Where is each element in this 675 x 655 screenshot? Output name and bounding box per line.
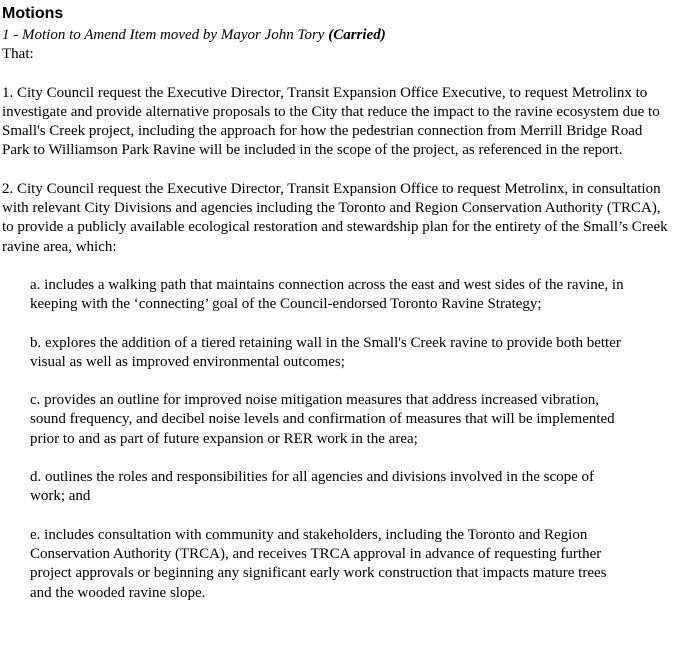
motion-subitem-d: d. outlines the roles and responsibilities for all agencies and divisions involved in the scope of work; and <box>30 469 595 505</box>
motion-intro: That: <box>2 46 34 63</box>
motion-subitem-e: e. includes consultation with community and stakeholders, including the Toronto and Region Conservation Authority (TRCA), and receives TRCA approval in advance of requesting further project approvals or beginning any significant early work construction that impacts mature trees and the wooded ravine slope. <box>30 526 607 601</box>
motion-result: (Carried) <box>328 27 386 43</box>
motion-subitem-a: a. includes a walking path that maintains connection across the east and west sides of the ravine, in keeping with the ‘connecting’ goal of the Council-endorsed Toronto Ravine Strategy; <box>30 276 624 313</box>
motions-document <box>2 4 670 603</box>
motion-title-line <box>2 26 670 45</box>
section-heading: Motions <box>2 5 64 22</box>
motion-subitem-b: b. explores the addition of a tiered retaining wall in the Small's Creek ravine to provide both better visual as well as improved environmental outcomes; <box>30 334 621 370</box>
motion-title: 1 - Motion to Amend Item moved by Mayor John Tory <box>2 27 325 43</box>
motion-subitem-c: c. provides an outline for improved noise mitigation measures that address increased vibration, sound frequency, and decibel noise levels and confirmation of measures that will be implemented prior to and as part of future expansion or RER work in the area; <box>30 392 615 447</box>
motion-paragraph-1: 1. City Council request the Executive Director, Transit Expansion Office Executive, to request Metrolinx to investigate and provide alternative proposals to the City that reduce the impact to the ravine ecosystem due to Small's Creek project, including the approach for how the pedestrian connection from Merrill Bridge Road Park to Williamson Park Ravine will be included in the scope of the project, as referenced in the report. <box>2 84 660 159</box>
motion-paragraph-2: 2. City Council request the Executive Director, Transit Expansion Office to request Metrolinx, in consultation with relevant City Divisions and agencies including the Toronto and Region Conservation Authority (TRCA), to provide a publicly available ecological restoration and stewardship plan for the entirety of the Small’s Creek ravine area, which: <box>2 180 668 255</box>
